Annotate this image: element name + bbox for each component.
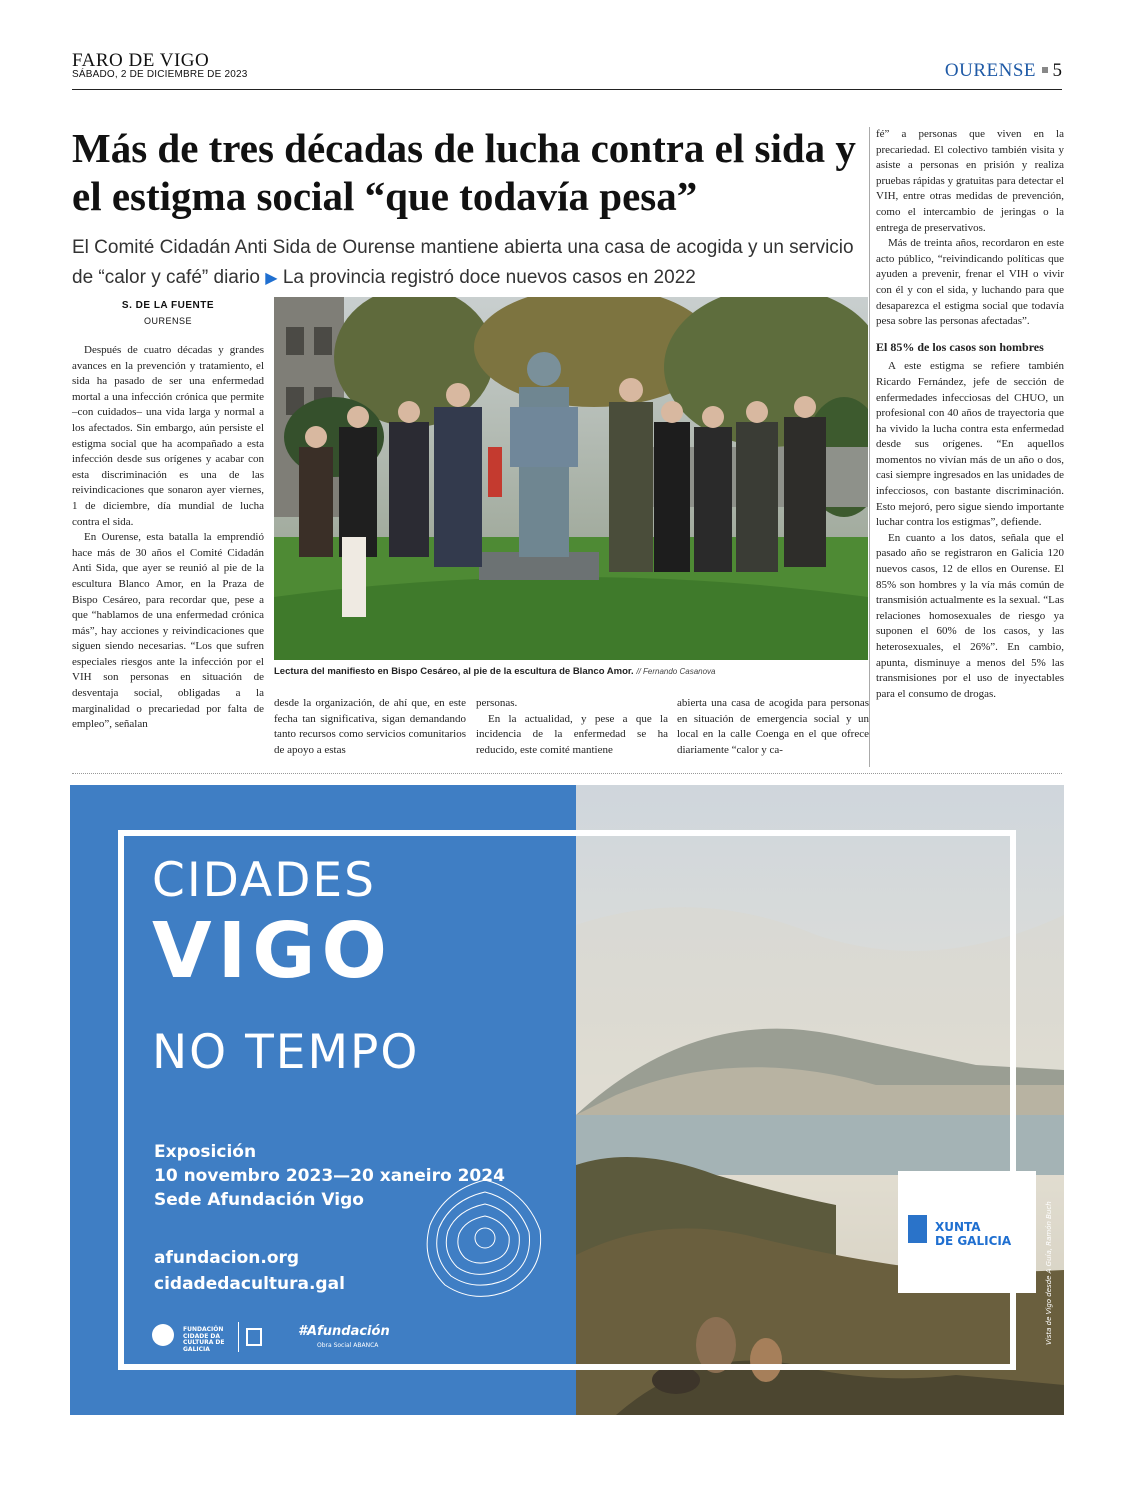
article-column-2 bbox=[274, 696, 466, 758]
subhead-part-2: La provincia registró doce nuevos casos en 2022 bbox=[282, 267, 696, 288]
galicia-map-icon bbox=[415, 1170, 555, 1310]
column-divider bbox=[869, 127, 870, 767]
ad-info-line-1: Exposición bbox=[154, 1142, 257, 1162]
article-column-4 bbox=[677, 696, 869, 758]
paragraph: Después de cuatro décadas y grandes avances en la prevención y tratamiento, el sida ha pasado de ser una enfermedad mortal a una infección crónica que permite –con cuidados– una vida larga y normal a los afectados. Sin embargo, aún persiste el estigma social que ha acompañado a esta infección desde sus orígenes y acabar con esta discriminación es una de las reivindicaciones que sonaron ayer viernes, 1 de diciembre, día mundial de lucha contra el sida. bbox=[72, 344, 264, 528]
page-number: 5 bbox=[1052, 60, 1062, 81]
abanca-logo-text: Obra Social ABANCA bbox=[317, 1342, 379, 1349]
ad-title-line-1: CIDADES bbox=[152, 853, 376, 908]
paragraph: personas. bbox=[476, 697, 518, 709]
article-column-5 bbox=[876, 127, 1064, 702]
section-label: OURENSE bbox=[944, 60, 1036, 81]
xunta-line-2: DE GALICIA bbox=[935, 1234, 1012, 1248]
ad-info-dates: 10 novembro 2023—20 xaneiro 2024 bbox=[154, 1166, 505, 1186]
ad-link-afundacion[interactable]: afundacion.org bbox=[154, 1248, 300, 1268]
byline bbox=[72, 300, 264, 326]
painting-credit: Vista de Vigo desde A Guía, Ramón Buch bbox=[1045, 1201, 1053, 1345]
author-name: S. DE LA FUENTE bbox=[121, 300, 215, 311]
issue-date: SÁBADO, 2 DE DICIEMBRE DE 2023 bbox=[72, 69, 248, 80]
paragraph: fé” a personas que viven en la precariedad. El colectivo también visita y asiste a personas en prisión y realiza pruebas rápidas y gratuitas para detectar el VIH, entre otras medidas de prevención, como el intercambio de jeringas o la entrega de preservativos. bbox=[876, 128, 1064, 234]
xunta-emblem-icon bbox=[908, 1215, 927, 1243]
article-photo bbox=[274, 297, 868, 660]
header-rule bbox=[72, 89, 1062, 90]
article-headline: Más de tres décadas de lucha contra el sida y el estigma social “que todavía pesa” bbox=[72, 125, 856, 219]
paragraph: En Ourense, esta batalla la emprendió hace más de 30 años el Comité Cidadán Anti Sida, que ayer se reunió al pie de la escultura Blanco Amor, en la Praza de Bispo Cesáreo, para recordar que, pese a que “hablamos de una enfermedad crónica más”, hay acciones y reivindicaciones que siguen siendo necesarias. “Los que sufren especiales riesgos ante la infección por el VIH son personas en situación de desventaja social, obligadas a la marginalidad o precariedad por falta de empleo”, señalan bbox=[72, 531, 264, 731]
paragraph: En la actualidad, y pese a que la incidencia de la enfermedad se ha reducido, este comité mantiene bbox=[476, 712, 668, 756]
article-column-3 bbox=[476, 696, 668, 758]
ad-sponsor-logos bbox=[152, 1320, 452, 1356]
author-location: OURENSE bbox=[143, 316, 192, 326]
fundacion-logo-text: FUNDACIÓN CIDADE DA CULTURA DE GALICIA bbox=[183, 1326, 225, 1353]
xunta-logo-text bbox=[935, 1220, 1011, 1248]
ad-info-venue: Sede Afundación Vigo bbox=[154, 1190, 364, 1210]
xunta-logo-box bbox=[898, 1171, 1036, 1293]
section-square-icon bbox=[1042, 67, 1048, 73]
xunta-line-1: XUNTA bbox=[935, 1220, 981, 1234]
paragraph: En cuanto a los datos, señala que el pasado año se registraron en Galicia 120 nuevos casos, 12 de ellos en Ourense. El 85% son hombres y la vía más común de transmisión actualmente es la sexual. “Las relaciones homosexuales de riesgo ya suponen el 60% de los casos, y las heterosexuales, el 26%”. En cambio, apunta, disminuye a menos del 5% las transmisiones por el uso de inyectables para el consumo de drogas. bbox=[876, 531, 1064, 700]
newspaper-name: FARO DE VIGO bbox=[72, 50, 210, 71]
ad-link-cidadedacultura[interactable]: cidadedacultura.gal bbox=[154, 1274, 345, 1294]
photo-credit: // Fernando Casanova bbox=[636, 667, 716, 676]
photo-caption bbox=[274, 666, 868, 677]
paragraph: A este estigma se refiere también Ricardo Fernández, jefe de sección de enfermedades infecciosas del CHUO, un profesional con 40 años de trayectoria que ha vivido la lucha contra esta enfermedad desde sus orígenes. “En aquellos momentos no vivían más de un año o dos, casi siempre ingresados en las unidades de infecciosos, con bastante discriminación. Esto mejoró, pero sigue siendo importante luchar contra los estigmas”, defiende. bbox=[876, 360, 1064, 529]
ad-title-line-3: NO TEMPO bbox=[152, 1025, 420, 1080]
ad-title-line-2: VIGO bbox=[152, 907, 393, 996]
section-subtitle: El 85% de los casos son hombres bbox=[876, 339, 1044, 354]
paragraph: desde la organización, de ahí que, en este fecha tan significativa, sigan demandando tanto recursos como servicios comunitarios de apoyo a estas bbox=[274, 697, 466, 756]
group-at-statue-image bbox=[274, 297, 868, 660]
article-column-1 bbox=[72, 343, 264, 733]
ad-links bbox=[154, 1245, 345, 1297]
arrow-right-icon: ▶ bbox=[265, 270, 278, 287]
logo-divider bbox=[238, 1322, 239, 1352]
paragraph: abierta una casa de acogida para personas en situación de emergencia social y un local en la calle Coenga en el que ofrece diariamente “calor y ca- bbox=[677, 697, 869, 756]
paragraph: Más de treinta años, recordaron en este acto público, “reivindicando políticas que ayuden a prevenir, frenar el VIH o vivir con él y con el sida, y luchando para que desaparezca el estigma social que todavía pesa sobre las personas afectadas”. bbox=[876, 237, 1064, 328]
xunta-mini-logo-icon bbox=[246, 1328, 262, 1346]
afundacion-logo-text: #Afundación bbox=[298, 1324, 390, 1339]
caption-text: Lectura del manifiesto en Bispo Cesáreo, al pie de la escultura de Blanco Amor. bbox=[274, 666, 634, 677]
subhead-part-1: El Comité Cidadán Anti Sida de Ourense mantiene abierta una casa de acogida y un servicio de “calor y café” diario bbox=[72, 237, 854, 288]
article-subhead bbox=[72, 233, 872, 294]
fundacion-logo-icon bbox=[152, 1324, 174, 1346]
exhibition-advertisement bbox=[70, 785, 1064, 1415]
ad-separator bbox=[72, 773, 1062, 774]
